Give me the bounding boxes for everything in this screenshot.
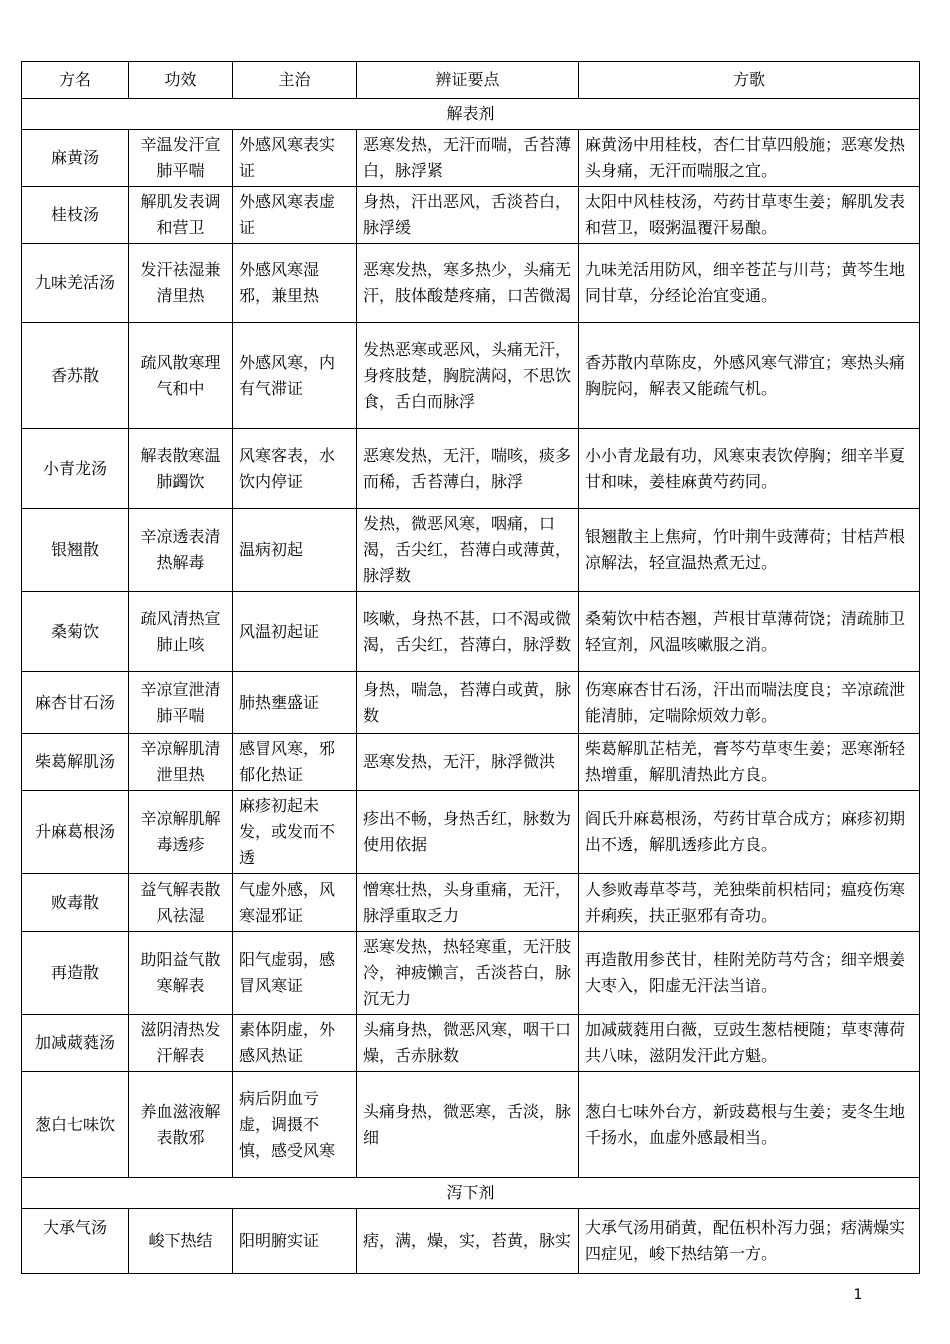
formula-key-points: 发热，微恶风寒，咽痛，口渴，舌尖红，苔薄白或薄黄，脉浮数 — [357, 509, 579, 592]
formula-verse: 大承气汤用硝黄，配伍枳朴泻力强；痞满燥实四症见，峻下热结第一方。 — [579, 1209, 920, 1274]
table-row — [22, 1209, 920, 1274]
formula-effect: 辛温发汗宣肺平喘 — [129, 130, 233, 187]
formula-key-points: 头痛身热，微恶风寒，咽干口燥，舌赤脉数 — [357, 1015, 579, 1072]
formula-effect: 疏风清热宣肺止咳 — [129, 592, 233, 672]
formula-name: 麻黄汤 — [22, 130, 129, 187]
table-row — [22, 672, 920, 734]
formula-name: 小青龙汤 — [22, 429, 129, 509]
header-row — [22, 62, 920, 99]
formula-verse: 小小青龙最有功，风寒束表饮停胸；细辛半夏甘和味，姜桂麻黄芍药同。 — [579, 429, 920, 509]
formula-indication: 素体阴虚，外感风热证 — [233, 1015, 357, 1072]
formula-verse: 葱白七味外台方，新豉葛根与生姜；麦冬生地千扬水，血虚外感最相当。 — [579, 1072, 920, 1178]
formula-indication: 阳明腑实证 — [233, 1209, 357, 1274]
header-verse: 方歌 — [579, 62, 920, 99]
formula-indication: 麻疹初起未发，或发而不透 — [233, 791, 357, 874]
formula-verse: 太阳中风桂枝汤，芍药甘草枣生姜；解肌发表和营卫，啜粥温覆汗易酿。 — [579, 187, 920, 244]
formula-key-points: 恶寒发热，热轻寒重，无汗肢冷，神疲懒言，舌淡苔白，脉沉无力 — [357, 932, 579, 1015]
formula-key-points: 身热，汗出恶风，舌淡苔白，脉浮缓 — [357, 187, 579, 244]
table-row — [22, 130, 920, 187]
formula-indication: 病后阴血亏虚，调摄不慎，感受风寒 — [233, 1072, 357, 1178]
formula-verse: 九味羌活用防风，细辛苍芷与川芎；黄芩生地同甘草，分经论治宜变通。 — [579, 244, 920, 323]
table-row — [22, 874, 920, 932]
formula-indication: 外感风寒，内有气滞证 — [233, 323, 357, 429]
formula-effect: 峻下热结 — [129, 1209, 233, 1274]
table-row — [22, 509, 920, 592]
table-row — [22, 1015, 920, 1072]
formula-name: 葱白七味饮 — [22, 1072, 129, 1178]
formula-verse: 加减葳蕤用白薇，豆豉生葱桔梗随；草枣薄荷共八味，滋阴发汗此方魁。 — [579, 1015, 920, 1072]
formula-key-points: 发热恶寒或恶风，头痛无汗，身疼肢楚，胸脘满闷，不思饮食，舌白而脉浮 — [357, 323, 579, 429]
formula-name: 加减葳蕤汤 — [22, 1015, 129, 1072]
section-header-row — [22, 1178, 920, 1209]
formula-effect: 助阳益气散寒解表 — [129, 932, 233, 1015]
table-row — [22, 932, 920, 1015]
formula-key-points: 恶寒发热，无汗而喘，舌苔薄白，脉浮紧 — [357, 130, 579, 187]
formula-indication: 感冒风寒，邪郁化热证 — [233, 734, 357, 791]
section-header-row — [22, 99, 920, 130]
header-effect: 功效 — [129, 62, 233, 99]
formula-key-points: 咳嗽，身热不甚，口不渴或微渴，舌尖红，苔薄白，脉浮数 — [357, 592, 579, 672]
section-title: 解表剂 — [22, 99, 920, 130]
formula-verse: 再造散用参芪甘，桂附羌防芎芍含；细辛煨姜大枣入，阳虚无汗法当谙。 — [579, 932, 920, 1015]
formula-name: 九味羌活汤 — [22, 244, 129, 323]
formula-effect: 辛凉宣泄清肺平喘 — [129, 672, 233, 734]
table-row — [22, 323, 920, 429]
formula-key-points: 头痛身热，微恶寒，舌淡，脉细 — [357, 1072, 579, 1178]
table-row — [22, 592, 920, 672]
formula-key-points: 身热，喘急，苔薄白或黄，脉数 — [357, 672, 579, 734]
formula-effect: 发汗祛湿兼清里热 — [129, 244, 233, 323]
formula-indication: 温病初起 — [233, 509, 357, 592]
formula-name: 败毒散 — [22, 874, 129, 932]
formula-effect: 辛凉解肌解毒透疹 — [129, 791, 233, 874]
formula-name: 柴葛解肌汤 — [22, 734, 129, 791]
formula-name: 香苏散 — [22, 323, 129, 429]
formula-effect: 滋阴清热发汗解表 — [129, 1015, 233, 1072]
table-row — [22, 244, 920, 323]
formula-name: 桂枝汤 — [22, 187, 129, 244]
formula-verse: 伤寒麻杏甘石汤，汗出而喘法度良；辛凉疏泄能清肺，定喘除烦效力彰。 — [579, 672, 920, 734]
formula-key-points: 恶寒发热，无汗，脉浮微洪 — [357, 734, 579, 791]
table-row — [22, 429, 920, 509]
formula-indication: 阳气虚弱，感冒风寒证 — [233, 932, 357, 1015]
formula-effect: 辛凉透表清热解毒 — [129, 509, 233, 592]
formula-verse: 麻黄汤中用桂枝，杏仁甘草四般施；恶寒发热头身痛，无汗而喘服之宜。 — [579, 130, 920, 187]
formula-name: 桑菊饮 — [22, 592, 129, 672]
formula-indication: 外感风寒湿邪，兼里热 — [233, 244, 357, 323]
formula-name: 升麻葛根汤 — [22, 791, 129, 874]
formula-verse: 阎氏升麻葛根汤，芍药甘草合成方；麻疹初期出不透，解肌透疹此方良。 — [579, 791, 920, 874]
formula-key-points: 憎寒壮热，头身重痛，无汗，脉浮重取乏力 — [357, 874, 579, 932]
formula-key-points: 痞，满，燥，实，苔黄，脉实 — [357, 1209, 579, 1274]
formula-verse: 香苏散内草陈皮，外感风寒气滞宜；寒热头痛胸脘闷，解表又能疏气机。 — [579, 323, 920, 429]
table-row — [22, 734, 920, 791]
formula-verse: 人参败毒草苓芎，羌独柴前枳桔同；瘟疫伤寒并痢疾，扶正驱邪有奇功。 — [579, 874, 920, 932]
page-number: 1 — [853, 1287, 863, 1303]
formula-name: 再造散 — [22, 932, 129, 1015]
formula-key-points: 恶寒发热，寒多热少，头痛无汗，肢体酸楚疼痛，口苦微渴 — [357, 244, 579, 323]
table-row — [22, 791, 920, 874]
formula-table — [21, 61, 920, 1274]
header-key-points: 辨证要点 — [357, 62, 579, 99]
formula-name: 银翘散 — [22, 509, 129, 592]
header-indication: 主治 — [233, 62, 357, 99]
formula-indication: 风寒客表，水饮内停证 — [233, 429, 357, 509]
formula-key-points: 疹出不畅，身热舌红，脉数为使用依据 — [357, 791, 579, 874]
formula-effect: 益气解表散风祛湿 — [129, 874, 233, 932]
header-name: 方名 — [22, 62, 129, 99]
table-row — [22, 187, 920, 244]
formula-indication: 肺热壅盛证 — [233, 672, 357, 734]
formula-effect: 辛凉解肌清泄里热 — [129, 734, 233, 791]
formula-indication: 外感风寒表虚证 — [233, 187, 357, 244]
table-body — [22, 99, 920, 1274]
formula-name: 大承气汤 — [22, 1209, 129, 1274]
formula-verse: 桑菊饮中桔杏翘，芦根甘草薄荷饶；清疏肺卫轻宣剂，风温咳嗽服之消。 — [579, 592, 920, 672]
formula-indication: 外感风寒表实证 — [233, 130, 357, 187]
formula-effect: 解表散寒温肺蠲饮 — [129, 429, 233, 509]
formula-key-points: 恶寒发热，无汗，喘咳，痰多而稀，舌苔薄白，脉浮 — [357, 429, 579, 509]
formula-indication: 风温初起证 — [233, 592, 357, 672]
formula-effect: 疏风散寒理气和中 — [129, 323, 233, 429]
formula-name: 麻杏甘石汤 — [22, 672, 129, 734]
section-title: 泻下剂 — [22, 1178, 920, 1209]
formula-effect: 养血滋液解表散邪 — [129, 1072, 233, 1178]
formula-verse: 柴葛解肌芷桔羌，膏芩芍草枣生姜；恶寒渐轻热增重，解肌清热此方良。 — [579, 734, 920, 791]
formula-effect: 解肌发表调和营卫 — [129, 187, 233, 244]
formula-verse: 银翘散主上焦疴，竹叶荆牛豉薄荷；甘桔芦根凉解法，轻宣温热煮无过。 — [579, 509, 920, 592]
formula-indication: 气虚外感，风寒湿邪证 — [233, 874, 357, 932]
table-row — [22, 1072, 920, 1178]
